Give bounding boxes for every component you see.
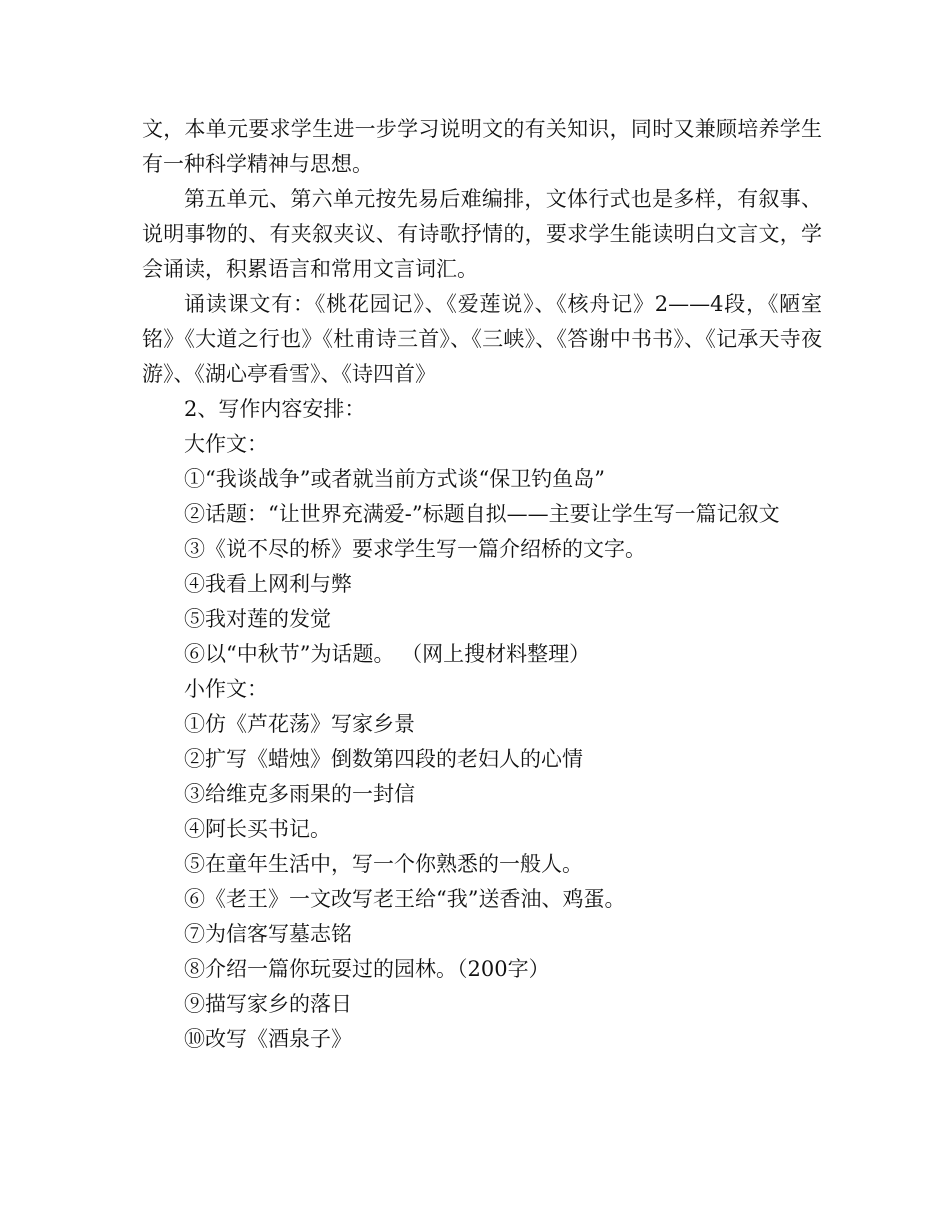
small-essay-item: ⑤在童年生活中，写一个你熟悉的一般人。 xyxy=(184,852,583,876)
small-essay-item: ⑩改写《酒泉子》 xyxy=(184,1027,352,1051)
small-essay-item: ①仿《芦花荡》写家乡景 xyxy=(184,712,415,736)
big-essay-item: ④我看上网利与弊 xyxy=(184,572,352,596)
paragraph-recitation-texts: 诵读课文有：《桃花园记》、《爱莲说》、《核舟记》2——4段，《陋室铭》《大道之行也》《杜甫诗三首》、《三峡》、《答谢中书书》、《记承天寺夜游》、《湖心亭看雪》、《诗四首》 xyxy=(142,292,822,386)
document-body xyxy=(142,112,822,1057)
big-essay-item: ③《说不尽的桥》要求学生写一篇介绍桥的文字。 xyxy=(184,537,646,561)
writing-section-heading: 2、写作内容安排： xyxy=(184,397,366,421)
small-essay-item: ⑧介绍一篇你玩耍过的园林。（200字） xyxy=(184,957,550,981)
big-essay-item: ①“我谈战争”或者就当前方式谈“保卫钓鱼岛” xyxy=(184,467,605,491)
paragraph-units-five-six: 第五单元、第六单元按先易后难编排，文体行式也是多样，有叙事、说明事物的、有夹叙夹议、有诗歌抒情的，要求学生能读明白文言文，学会诵读，积累语言和常用文言词汇。 xyxy=(142,187,822,281)
small-essay-item: ⑨描写家乡的落日 xyxy=(184,992,352,1016)
small-essay-item: ③给维克多雨果的一封信 xyxy=(184,782,415,806)
big-essay-item: ⑤我对莲的发觉 xyxy=(184,607,331,631)
big-essay-item: ⑥以“中秋节”为话题。 （网上搜材料整理） xyxy=(184,642,591,666)
small-essay-item: ④阿长买书记。 xyxy=(184,817,331,841)
small-essay-item: ②扩写《蜡烛》倒数第四段的老妇人的心情 xyxy=(184,747,583,771)
small-essay-item: ⑥《老王》一文改写老王给“我”送香油、鸡蛋。 xyxy=(184,887,626,911)
small-essay-item: ⑦为信客写墓志铭 xyxy=(184,922,352,946)
paragraph-continuation: 文，本单元要求学生进一步学习说明文的有关知识，同时又兼顾培养学生有一种科学精神与思想。 xyxy=(142,117,822,176)
big-essay-item: ②话题：“让世界充满爱-”标题自拟——主要让学生写一篇记叙文 xyxy=(184,502,780,526)
big-essay-label: 大作文： xyxy=(184,432,268,456)
small-essay-label: 小作文： xyxy=(184,677,268,701)
